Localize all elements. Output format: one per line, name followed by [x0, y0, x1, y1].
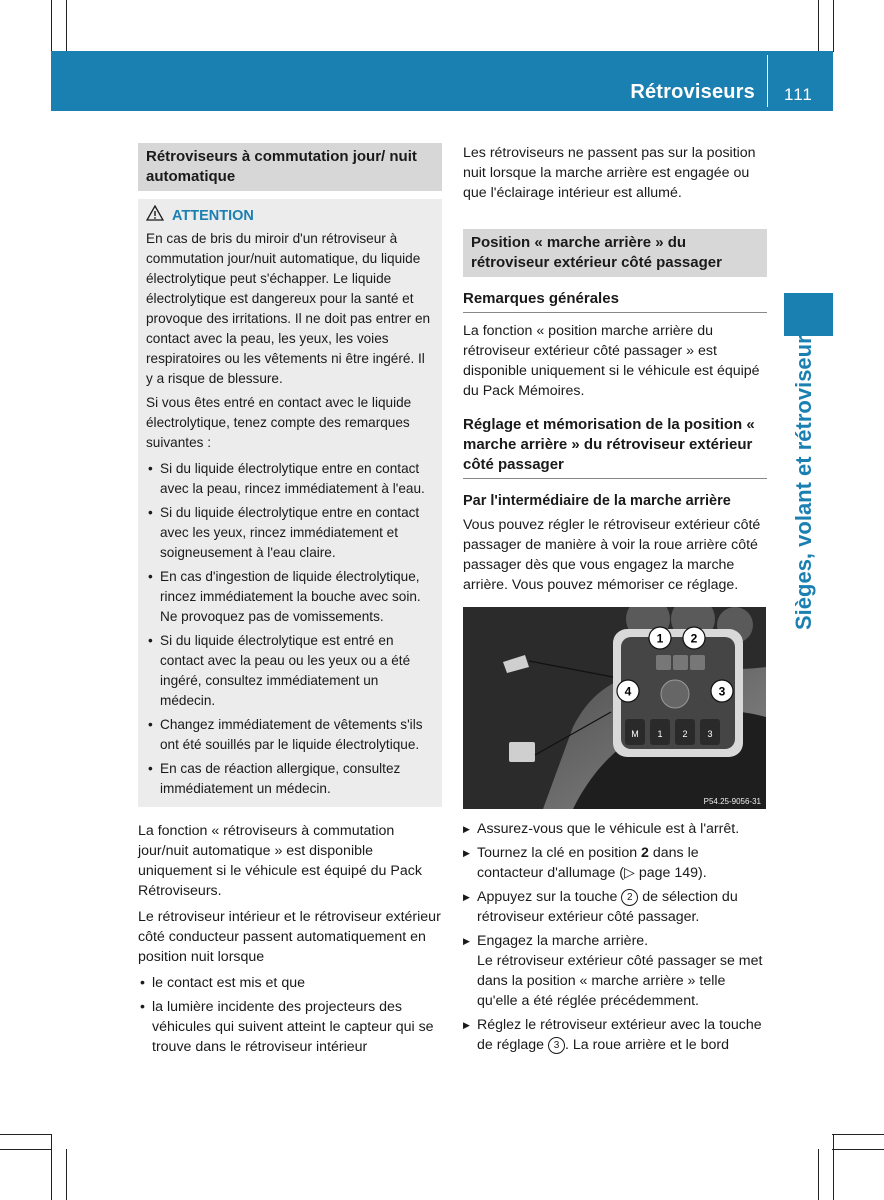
sub-subheading: Par l'intermédiaire de la marche arrière	[463, 493, 731, 509]
body-paragraph: Le rétroviseur intérieur et le rétroviseur extérieur côté conducteur passent automatiquement en position nuit lorsque	[138, 909, 441, 965]
list-item: • Si du liquide électrolytique entre en contact avec la peau, rincez immédiatement à l'eau.	[146, 459, 434, 499]
crop-mark	[0, 1134, 52, 1135]
page-header	[51, 51, 833, 111]
warning-box	[138, 199, 442, 807]
crop-mark	[66, 1149, 67, 1200]
step-item: ▶ Engagez la marche arrière. Le rétroviseur extérieur côté passager se met dans la position « marche arrière » telle qu'elle a été réglée précédemment.	[463, 931, 767, 1011]
left-column	[138, 143, 442, 1061]
section-title: Rétroviseurs	[630, 81, 755, 103]
list-item: • En cas de réaction allergique, consultez immédiatement un médecin.	[146, 759, 434, 799]
list-item: • la lumière incidente des projecteurs des véhicules qui suivent atteint le capteur qui se trouve dans le rétroviseur intérieur	[138, 997, 442, 1057]
seat-button-label: M	[631, 729, 639, 739]
chapter-label: Sièges, volant et rétroviseurs	[791, 323, 816, 630]
crop-mark	[832, 1134, 884, 1135]
seat-button-label: 2	[682, 729, 688, 739]
body-paragraph: La fonction « position marche arrière du rétroviseur extérieur côté passager » est disponible uniquement si le véhicule est équipé du Pack Mémoires.	[463, 323, 760, 399]
step-item: ▶ Réglez le rétroviseur extérieur avec la touche de réglage 3 . La roue arrière et le bord	[463, 1015, 767, 1055]
list-item: • En cas d'ingestion de liquide électrolytique, rincez immédiatement la bouche avec soin. Ne provoquez pas de vomissements.	[146, 567, 434, 627]
crop-mark	[833, 1134, 834, 1200]
callout-ref: 2	[621, 889, 638, 906]
section-heading: Position « marche arrière » du rétroviseur extérieur côté passager	[463, 229, 767, 277]
subheading: Réglage et mémorisation de la position « marche arrière » du rétroviseur extérieur côté passager	[463, 415, 767, 479]
callout-number: 4	[624, 684, 632, 699]
warning-header	[146, 205, 434, 227]
crop-mark	[51, 0, 52, 52]
crop-mark	[832, 1149, 884, 1150]
seat-button-label: 3	[707, 729, 713, 739]
warning-text: En cas de bris du miroir d'un rétroviseur à commutation jour/nuit automatique, du liquide électrolytique peut s'échapper. Le liquide électrolytique est dangereux pour la santé et provoque des irritations. Il ne doit pas entrer en contact avec la peau, les yeux, les voies respiratoires ou les vêtements ni être ingéré. Il y a risque de blessure.	[146, 231, 431, 386]
crop-mark	[0, 1149, 52, 1150]
page-number: 111	[784, 85, 813, 104]
crop-mark	[51, 1134, 52, 1200]
callout-ref: 3	[548, 1037, 565, 1054]
list-item: • Changez immédiatement de vêtements s'ils ont été souillés par le liquide électrolytique.	[146, 715, 434, 755]
crop-mark	[833, 0, 834, 52]
seat-button-label: 1	[657, 729, 663, 739]
body-paragraph: Vous pouvez régler le rétroviseur extérieur côté passager de manière à voir la roue arrière côté passager dès que vous engagez la marche arrière. Vous pouvez mémoriser ce réglage.	[463, 517, 761, 593]
section-heading: Rétroviseurs à commutation jour/ nuit automatique	[138, 143, 442, 191]
body-paragraph: La fonction « rétroviseurs à commutation jour/nuit automatique » est disponible uniquement si le véhicule est équipé du Pack Rétroviseurs.	[138, 823, 422, 899]
list-item: • Si du liquide électrolytique est entré en contact avec la peau ou les yeux ou a été ingéré, consultez immédiatement un médecin.	[146, 631, 434, 711]
body-paragraph: Les rétroviseurs ne passent pas sur la position nuit lorsque la marche arrière est engagée ou que l'éclairage intérieur est allumé.	[463, 145, 756, 201]
bullet-list	[138, 973, 442, 1057]
right-column	[463, 143, 767, 1059]
list-item: • le contact est mis et que	[138, 973, 442, 993]
warning-text: Si vous êtes entré en contact avec le liquide électrolytique, tenez compte des remarques suivantes :	[146, 395, 412, 450]
crop-mark	[66, 0, 67, 52]
step-item: ▶ Assurez-vous que le véhicule est à l'arrêt.	[463, 819, 767, 839]
door-control-photo	[463, 607, 766, 809]
callout-number: 3	[718, 684, 726, 699]
warning-list	[146, 459, 434, 799]
crop-mark	[818, 1149, 819, 1200]
callout-number: 2	[690, 631, 698, 646]
step-list	[463, 819, 767, 1055]
step-item: ▶ Appuyez sur la touche 2 de sélection du rétroviseur extérieur côté passager.	[463, 887, 767, 927]
callout-number: 1	[656, 631, 664, 646]
subheading: Remarques générales	[463, 289, 767, 313]
header-divider	[767, 55, 768, 107]
list-item: • Si du liquide électrolytique entre en contact avec les yeux, rincez immédiatement et soigneusement à l'eau claire.	[146, 503, 434, 563]
step-item: ▶ Tournez la clé en position 2 dans le contacteur d'allumage (▷ page 149).	[463, 843, 767, 883]
warning-triangle-icon	[146, 205, 164, 227]
figure-code: P54.25-9056-31	[703, 797, 761, 806]
warning-label: ATTENTION	[172, 208, 254, 224]
crop-mark	[818, 0, 819, 52]
